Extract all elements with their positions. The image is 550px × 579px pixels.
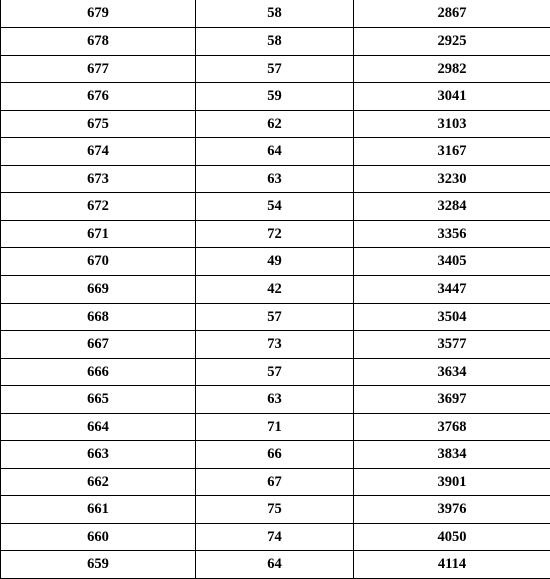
cumulative-cell: 4114 (354, 551, 550, 579)
score-cell: 672 (1, 193, 196, 221)
cumulative-cell: 3230 (354, 165, 550, 193)
cumulative-cell: 3504 (354, 303, 550, 331)
count-cell: 54 (196, 193, 354, 221)
cumulative-cell: 3284 (354, 193, 550, 221)
count-cell: 59 (196, 83, 354, 111)
score-cell: 661 (1, 496, 196, 524)
table-row (1, 165, 550, 193)
score-cell: 660 (1, 523, 196, 551)
score-cell: 659 (1, 551, 196, 579)
table-row (1, 331, 550, 359)
score-cell: 670 (1, 248, 196, 276)
cumulative-cell: 2925 (354, 28, 550, 56)
table-row (1, 468, 550, 496)
table-row (1, 193, 550, 221)
cumulative-cell: 3634 (354, 358, 550, 386)
table-row (1, 83, 550, 111)
table-row (1, 275, 550, 303)
score-cell: 663 (1, 441, 196, 469)
count-cell: 42 (196, 275, 354, 303)
table-row (1, 248, 550, 276)
cumulative-cell: 3405 (354, 248, 550, 276)
cumulative-cell: 3577 (354, 331, 550, 359)
count-cell: 71 (196, 413, 354, 441)
score-cell: 676 (1, 83, 196, 111)
table-row (1, 110, 550, 138)
count-cell: 75 (196, 496, 354, 524)
count-cell: 62 (196, 110, 354, 138)
count-cell: 63 (196, 386, 354, 414)
cumulative-cell: 3041 (354, 83, 550, 111)
count-cell: 73 (196, 331, 354, 359)
table-row (1, 220, 550, 248)
score-cell: 679 (1, 0, 196, 28)
score-cell: 664 (1, 413, 196, 441)
count-cell: 58 (196, 28, 354, 56)
score-cell: 675 (1, 110, 196, 138)
score-cell: 665 (1, 386, 196, 414)
score-cell: 667 (1, 331, 196, 359)
count-cell: 63 (196, 165, 354, 193)
score-cell: 678 (1, 28, 196, 56)
count-cell: 74 (196, 523, 354, 551)
count-cell: 49 (196, 248, 354, 276)
score-cell: 666 (1, 358, 196, 386)
table-body (1, 0, 550, 578)
table-row (1, 55, 550, 83)
count-cell: 66 (196, 441, 354, 469)
cumulative-cell: 3103 (354, 110, 550, 138)
score-cell: 673 (1, 165, 196, 193)
score-cell: 668 (1, 303, 196, 331)
count-cell: 72 (196, 220, 354, 248)
count-cell: 64 (196, 138, 354, 166)
table-row (1, 523, 550, 551)
cumulative-cell: 3356 (354, 220, 550, 248)
cumulative-cell: 4050 (354, 523, 550, 551)
table-row (1, 413, 550, 441)
table-row (1, 0, 550, 28)
score-cell: 674 (1, 138, 196, 166)
cumulative-cell: 3834 (354, 441, 550, 469)
table-row (1, 386, 550, 414)
table-row (1, 303, 550, 331)
score-cell: 677 (1, 55, 196, 83)
table-row (1, 138, 550, 166)
cumulative-cell: 3976 (354, 496, 550, 524)
cumulative-cell: 2982 (354, 55, 550, 83)
cumulative-cell: 3697 (354, 386, 550, 414)
cumulative-cell: 3901 (354, 468, 550, 496)
table-row (1, 28, 550, 56)
cumulative-cell: 2867 (354, 0, 550, 28)
count-cell: 67 (196, 468, 354, 496)
cumulative-cell: 3167 (354, 138, 550, 166)
count-cell: 57 (196, 55, 354, 83)
cumulative-cell: 3447 (354, 275, 550, 303)
score-cell: 662 (1, 468, 196, 496)
count-cell: 57 (196, 358, 354, 386)
score-cell: 671 (1, 220, 196, 248)
cumulative-cell: 3768 (354, 413, 550, 441)
count-cell: 57 (196, 303, 354, 331)
table-row (1, 496, 550, 524)
count-cell: 58 (196, 0, 354, 28)
table-row (1, 441, 550, 469)
count-cell: 64 (196, 551, 354, 579)
table-row (1, 551, 550, 579)
table-row (1, 358, 550, 386)
score-cell: 669 (1, 275, 196, 303)
